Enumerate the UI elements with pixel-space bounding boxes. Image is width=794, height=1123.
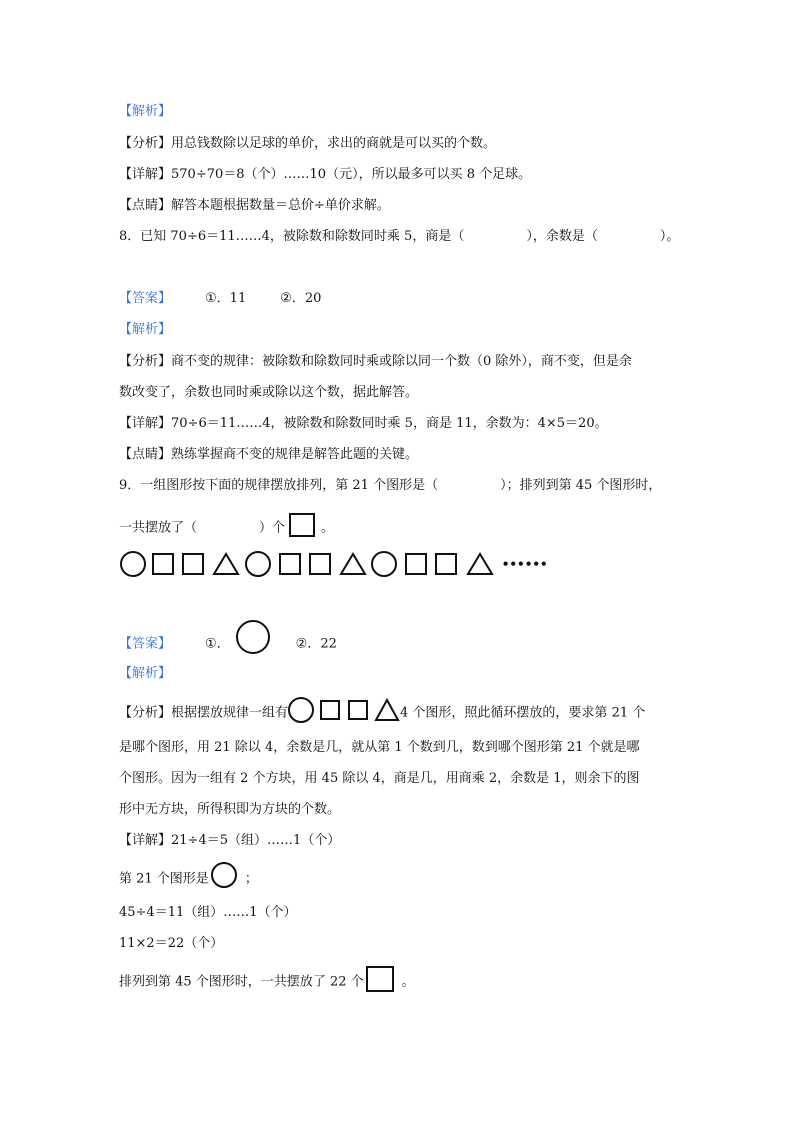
fenxi-text: 是哪个图形，用 21 除以 4，余数是几，就从第 1 个数到几，数到哪个图形第 21 个就是哪: [119, 740, 640, 755]
square-icon: [152, 553, 174, 575]
q8-answer-1: ①．11: [205, 291, 247, 306]
fenxi-text: 用总钱数除以足球的单价，求出的商就是可以买的个数。: [171, 136, 497, 151]
xiangjie-text: 11×2＝22（个）: [119, 936, 224, 951]
fenxi-tag: 【分析】: [119, 705, 172, 721]
square-icon: [182, 553, 204, 575]
q9-xiangjie-line1: [119, 832, 340, 850]
q9-xiangjie-line4: [119, 935, 223, 953]
xiangjie-tag: 【详解】: [119, 167, 172, 182]
fenxi-text: 根据摆放规律一组有: [171, 705, 289, 721]
q9-question-part-c: 一共摆放了（: [119, 520, 198, 536]
square-icon: [320, 700, 340, 720]
xiangjie-text: 。: [401, 974, 415, 990]
triangle-icon: [339, 552, 367, 576]
jiexi-tag: 【解析】: [119, 666, 172, 681]
triangle-icon: [374, 698, 400, 722]
square-icon: [309, 553, 331, 575]
q9-answer-2: ②．22: [295, 636, 337, 652]
q8-answer-2: ②．20: [280, 291, 322, 306]
xiangjie-text: 570÷70＝8（个）……10（元），所以最多可以买 8 个足球。: [171, 167, 532, 182]
xiangjie-text: 70÷6＝11……4，被除数和除数同时乘 5，商是 11，余数为：4×5＝20。: [171, 416, 608, 431]
q8-question-part-b: ），余数是（: [526, 229, 598, 244]
xiangjie-text: 21÷4＝5（组）……1（个）: [171, 833, 341, 848]
q8-question-part-a: 8．已知 70÷6＝11……4，被除数和除数同时乘 5，商是（: [119, 229, 465, 244]
triangle-icon: [466, 552, 494, 576]
q8-question: [119, 228, 679, 246]
q9-fenxi-line1: [119, 697, 645, 729]
answer-tag: 【答案】: [119, 636, 172, 652]
q9-fenxi-line2: [119, 739, 640, 757]
q7-jiexi: [119, 103, 171, 121]
q9-xiangjie-line5: [119, 966, 415, 998]
q9-question-line2: [119, 513, 334, 543]
jiexi-tag: 【解析】: [119, 104, 172, 119]
circle-icon: [245, 551, 271, 577]
fenxi-text: 商不变的规律：被除数和除数同时乘或除以同一个数（0 除外），商不变，但是余: [171, 354, 632, 369]
q9-answer-1: ①．: [205, 636, 230, 652]
fenxi-text: 4 个图形，照此循环摆放的，要求第 21 个: [400, 705, 646, 721]
answer-tag: 【答案】: [119, 291, 172, 306]
circle-icon: [120, 551, 146, 577]
q9-question-part-a: 9．一组图形按下面的规律摆放排列，第 21 个图形是（: [119, 478, 439, 493]
q8-xiangjie: [119, 415, 608, 433]
q9-xiangjie-line3: [119, 904, 297, 922]
xiangjie-tag: 【详解】: [119, 833, 172, 848]
q7-xiangjie: [119, 166, 531, 184]
q7-dianjing: [119, 197, 390, 215]
q8-fenxi-line1: [119, 353, 632, 371]
sequence-ellipsis: ••••••: [501, 557, 548, 571]
square-icon: [405, 553, 427, 575]
xiangjie-text: 第 21 个图形是: [119, 871, 209, 887]
shape-sequence: [120, 551, 548, 579]
q9-jiexi: [119, 665, 171, 683]
xiangjie-text: 排列到第 45 个图形时，一共摆放了 22 个: [119, 974, 364, 990]
fenxi-text: 个图形。因为一组有 2 个方块，用 45 除以 4，商是几，用商乘 2，余数是 1，则余下的图: [119, 771, 640, 786]
fenxi-tag: 【分析】: [119, 354, 172, 369]
q9-fenxi-line3: [119, 770, 640, 788]
q9-question-part-b: ）；排列到第 45 个图形时，: [500, 478, 662, 493]
q9-answer: [119, 620, 337, 668]
dianjing-tag: 【点睛】: [119, 198, 172, 213]
circle-icon: [236, 620, 270, 654]
fenxi-tag: 【分析】: [119, 136, 172, 151]
circle-icon: [211, 862, 237, 888]
q8-fenxi-line2: [119, 384, 418, 402]
q8-answer: [119, 290, 321, 308]
xiangjie-text: 45÷4＝11（组）……1（个）: [119, 905, 297, 920]
xiangjie-text: ；: [244, 871, 258, 887]
xiangjie-tag: 【详解】: [119, 416, 172, 431]
square-icon: [279, 553, 301, 575]
fenxi-text: 数改变了，余数也同时乘或除以这个数，据此解答。: [119, 385, 419, 400]
circle-icon: [288, 697, 314, 723]
dianjing-text: 熟练掌握商不变的规律是解答此题的关键。: [171, 447, 419, 462]
square-icon: [435, 553, 457, 575]
dianjing-text: 解答本题根据数量＝总价÷单价求解。: [171, 198, 390, 213]
q9-fenxi-line4: [119, 801, 340, 819]
q9-xiangjie-line2: [119, 862, 258, 896]
square-icon: [348, 700, 368, 720]
jiexi-tag: 【解析】: [119, 322, 172, 337]
square-icon: [366, 966, 394, 992]
q9-question-line1: [119, 477, 661, 495]
q8-dianjing: [119, 446, 418, 464]
dianjing-tag: 【点睛】: [119, 447, 172, 462]
q8-jiexi: [119, 321, 171, 339]
triangle-icon: [212, 552, 240, 576]
q9-question-part-d: ）个: [259, 520, 286, 536]
q9-question-part-e: 。: [321, 520, 335, 536]
q8-question-part-c: ）。: [659, 229, 680, 244]
fenxi-text: 形中无方块，所得积即为方块的个数。: [119, 802, 341, 817]
square-icon: [289, 513, 315, 537]
q7-fenxi: [119, 135, 496, 153]
circle-icon: [371, 551, 397, 577]
